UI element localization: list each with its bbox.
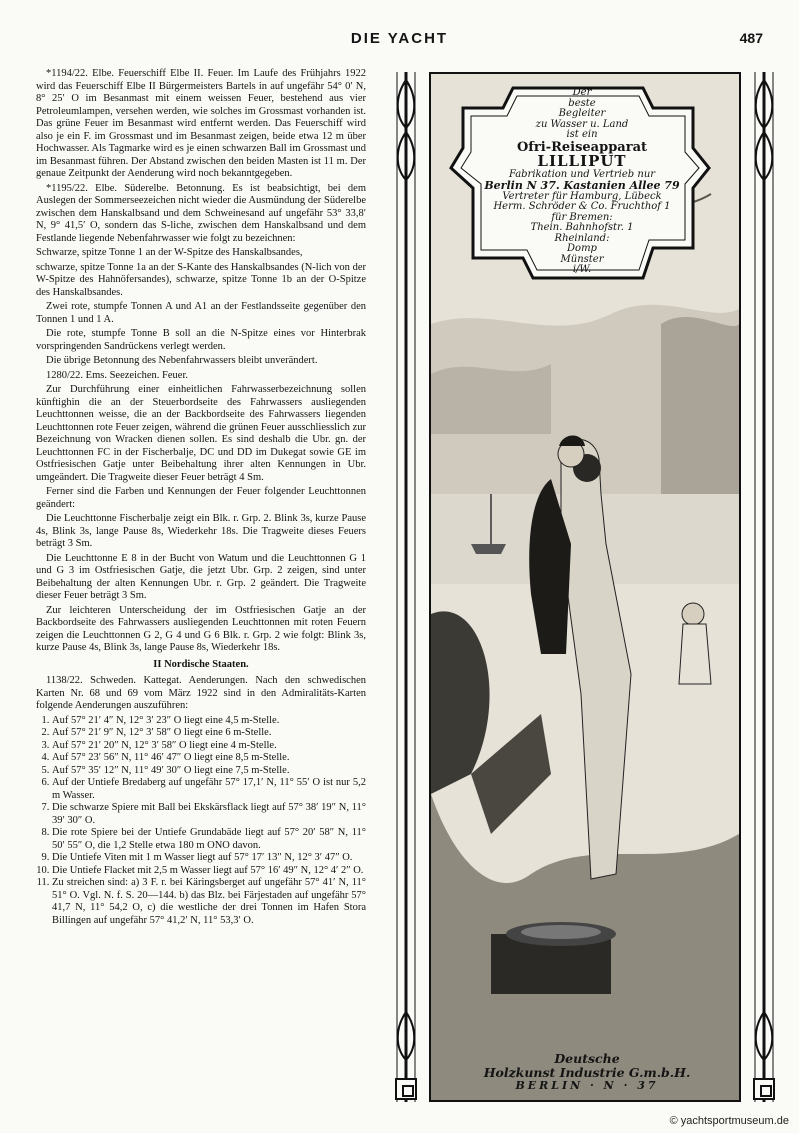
list-item: 7. Die schwarze Spiere mit Ball bei Ekskärsflack liegt auf 57° 38′ 19″ N, 11° 39′ 30″ O. [52, 802, 366, 827]
ornament-border-left [393, 72, 419, 1102]
representative-line: i/W. [572, 264, 592, 276]
article-column [36, 68, 366, 1098]
page-number: 487 [739, 30, 763, 46]
list-item: 4. Auf 57° 23′ 56″ N, 11° 46′ 47″ O liegt eine 8,5 m-Stelle. [52, 752, 366, 765]
list-item: 11. Zu streichen sind: a) 3 F. r. bei Käringsberget auf ungefähr 57° 41′ N, 11° 51° O. Vgl. N. f. S. 20—144. b) das Blz. bei Färjestaden auf ungefähr 57° 41,7 N, 11° 54,2 O, c) die westliche der drei Tonnen im Hafen Stora Billingen auf ungefähr 57° 41,2′ N, 11° 53,3′ O. [52, 877, 366, 927]
notice-ems-fischerbalje: Die Leuchttonne Fischerbalje zeigt ein Blk. r. Grp. 2. Blink 3s, kurze Pause 4s, Blink 3s, lange Pause 8s, Wiederkehr 18s. Die Tragweite dieses Feuers beträgt 3 Sm. [36, 513, 366, 549]
list-item: 9. Die Untiefe Viten mit 1 m Wasser liegt auf 57° 17′ 13″ N, 12° 3′ 47″ O. [52, 852, 366, 865]
notice-elbe-suederelbe: *1195/22. Elbe. Süderelbe. Betonnung. Es ist beabsichtigt, bei dem Auslegen der Sommerseezeichen nicht wieder die Ausmündung der Süderelbe zwischen dem Hanskalbsand und dem Schweinesand auf ungefähr 53° 33,8′ N, 9° 41,5′ O, sondern das S-liche, zwischen dem Hanskalbsand und dem Festlande liegende Nebenfahrwasser wie folgt zu bezeichnen: [36, 182, 366, 244]
badge-line: Begleiter [558, 108, 606, 119]
representative-line: Rheinland: [554, 232, 610, 244]
list-item: 8. Die rote Spiere bei der Untiefe Grundabäde liegt auf 57° 20′ 58″ N, 11° 50′ 55″ O, die 1,2 Stelle etwa 180 m ONO davon. [52, 827, 366, 852]
badge-line: zu Wasser u. Land [535, 118, 629, 130]
buoy-line-4: Die rote, stumpfe Tonne B soll an die N-Spitze eines vor Hinterbrak vorspringenden Sandrückens verlegt werden. [36, 328, 366, 352]
representative-line: Domp [567, 243, 597, 255]
notice-ems-changes: Ferner sind die Farben und Kennungen der Feuer folgender Leuchttonnen geändert: [36, 486, 366, 510]
ad-footer [437, 1052, 737, 1092]
ornament-border-right [751, 72, 777, 1102]
footer-line: Holzkunst Industrie G.m.b.H. [483, 1064, 691, 1080]
corner-ornament-right [753, 1078, 775, 1100]
footer-city: BERLIN · N · 37 [515, 1078, 659, 1092]
notice-ems-heading: 1280/22. Ems. Seezeichen. Feuer. [46, 369, 189, 381]
buoy-line-5: Die übrige Betonnung des Nebenfahrwassers bleibt unverändert. [46, 355, 318, 366]
list-item: 6. Auf der Untiefe Bredaberg auf ungefähr 57° 17,1′ N, 11° 55′ O ist nur 5,2 m Wasser. [52, 777, 366, 802]
list-item: 3. Auf 57° 21′ 20″ N, 12° 3′ 58″ O liegt eine 4 m-Stelle. [52, 740, 366, 753]
representative-line: für Bremen: [551, 211, 613, 223]
page-header-title: DIE YACHT [350, 30, 449, 47]
footer-line: Deutsche [554, 1051, 620, 1066]
change-list [36, 715, 366, 928]
brand-product: LILLIPUT [537, 152, 627, 171]
ad-badge-text [467, 88, 697, 276]
list-item: 5. Auf 57° 35′ 12″ N, 11° 49′ 30″ O liegt eine 7,5 m-Stelle. [52, 765, 366, 778]
badge-line: beste [568, 97, 596, 109]
list-item: 2. Auf 57° 21′ 9″ N, 12° 3′ 58″ O liegt eine 6 m-Stelle. [52, 727, 366, 740]
notice-elbe-feuerschiff: *1194/22. Elbe. Feuerschiff Elbe II. Feuer. Im Laufe des Frühjahrs 1922 wird das Feuerschiff Elbe II Bürgermeisters Bartels in auf ungefähr 54° 0′ N, 8° 25′ O im Besanmast mit einem weissen Feuer, bestehend aus vier Petroleumlampen, versehen werden, wie solches im Grossmast vorhanden ist. Das grüne Feuer im Besanmast wird entfernt werden. Das Feuerschiff wird also je ein F. im Grossmast und im Besanmast zeigen, beide etwa 12 m über Hochwasser. Als Tagmarke wird es je einen schwarzen Ball im Grossmast und im Besanmast führen. Der Abstand zwischen den beiden Masten ist 11 m. Der genaue Zeitpunkt der Aenderung wird noch bekanntgegeben. [36, 68, 366, 179]
representative-line: Vertreter für Hamburg, Lübeck [502, 190, 662, 202]
representative-line: Thein. Bahnhofstr. 1 [530, 222, 634, 234]
buoy-line-1: Schwarze, spitze Tonne 1 an der W-Spitze des Hanskalbsandes, [36, 247, 303, 258]
distribution-line: Fabrikation und Vertrieb nur [508, 168, 656, 180]
badge-line: Der [572, 87, 592, 98]
list-item: 10. Die Untiefe Flacket mit 2,5 m Wasser liegt auf 57° 16′ 49″ N, 12° 4′ 2″ O. [52, 865, 366, 878]
list-item: 1. Auf 57° 21′ 4″ N, 12° 3′ 23″ O liegt eine 4,5 m-Stelle. [52, 715, 366, 728]
notice-ems-gatje: Zur leichteren Unterscheidung der im Ostfriesischen Gatje an der Backbordseite des Fahrwassers ausliegenden Leuchttonnen mit roten Feuern zeigen die Leuchttonnen G 2, G 4 und G 6 Blk. r. Grp. 2 wie folgt: Blink 3s, kurze Pause 4s, Blink 3s, lange Pause 8s, Wiederkehr 18s. [36, 604, 366, 653]
buoy-line-3: Zwei rote, stumpfe Tonnen A und A1 an der Festlandsseite gegenüber den Tonnen 1 und 1 A. [36, 301, 366, 325]
distribution-address: Berlin N 37. Kastanien Allee 79 [484, 179, 680, 193]
brand-name: Ofri-Reiseapparat [516, 139, 647, 155]
corner-ornament-left [395, 1078, 417, 1100]
notice-ems-watum: Die Leuchttonne E 8 in der Bucht von Watum und die Leuchttonnen G 1 und G 3 im Ostfriesischen Gatje, die jetzt Ubr. Grp. 2 zeigen, sind unter Beibehaltung der alten Kennungen Ubr. r. Grp. 2 geändert. Die Tragweite dieser Feuer beträgt 3 Sm. [36, 552, 366, 601]
advertisement [393, 72, 777, 1102]
badge-line: ist ein [566, 129, 598, 140]
buoy-line-2: schwarze, spitze Tonne 1a an der S-Kante des Hanskalbsandes (N-lich von der W-Spitze des Hahnöfersandes), schwarze, spitze Tonne 1b an der O-Spitze des Hanskalbsandes. [36, 261, 366, 298]
representative-line: Herm. Schröder & Co. Fruchthof 1 [493, 201, 671, 213]
section-heading: II Nordische Staaten. [153, 658, 249, 670]
representative-line: Münster [560, 253, 604, 265]
notice-ems-body: Zur Durchführung einer einheitlichen Fahrwasserbezeichnung sollen künftighin die an der Steuerbordseite des Fahrwassers ausliegenden Leuchttonnen weisse, die an der Backbordseite des Fahrwassers liegenden Leuchttonnen rote Feuer zeigen, während die grünen Feuer ausschliesslich zur Bezeichnung von Wracken dienen sollen. Es sind deshalb die Ubr. gn. der Leuchttonnen FC in der Fischerbalje, DC und DD im Dukegat sowie GE im Ostfriesischen Gatje unter Beibehaltung ihrer alten Kennungen in Ubr. umgeändert. Die Tragweite dieser Feuer beträgt 4 Sm. [36, 384, 366, 483]
watermark: © yachtsportmuseum.de [669, 1115, 789, 1127]
notice-schweden: 1138/22. Schweden. Kattegat. Aenderungen. Nach den schwedischen Karten Nr. 68 und 69 vom März 1922 sind in den Admiralitäts-Karten folgende Aenderungen auszuführen: [36, 675, 366, 711]
